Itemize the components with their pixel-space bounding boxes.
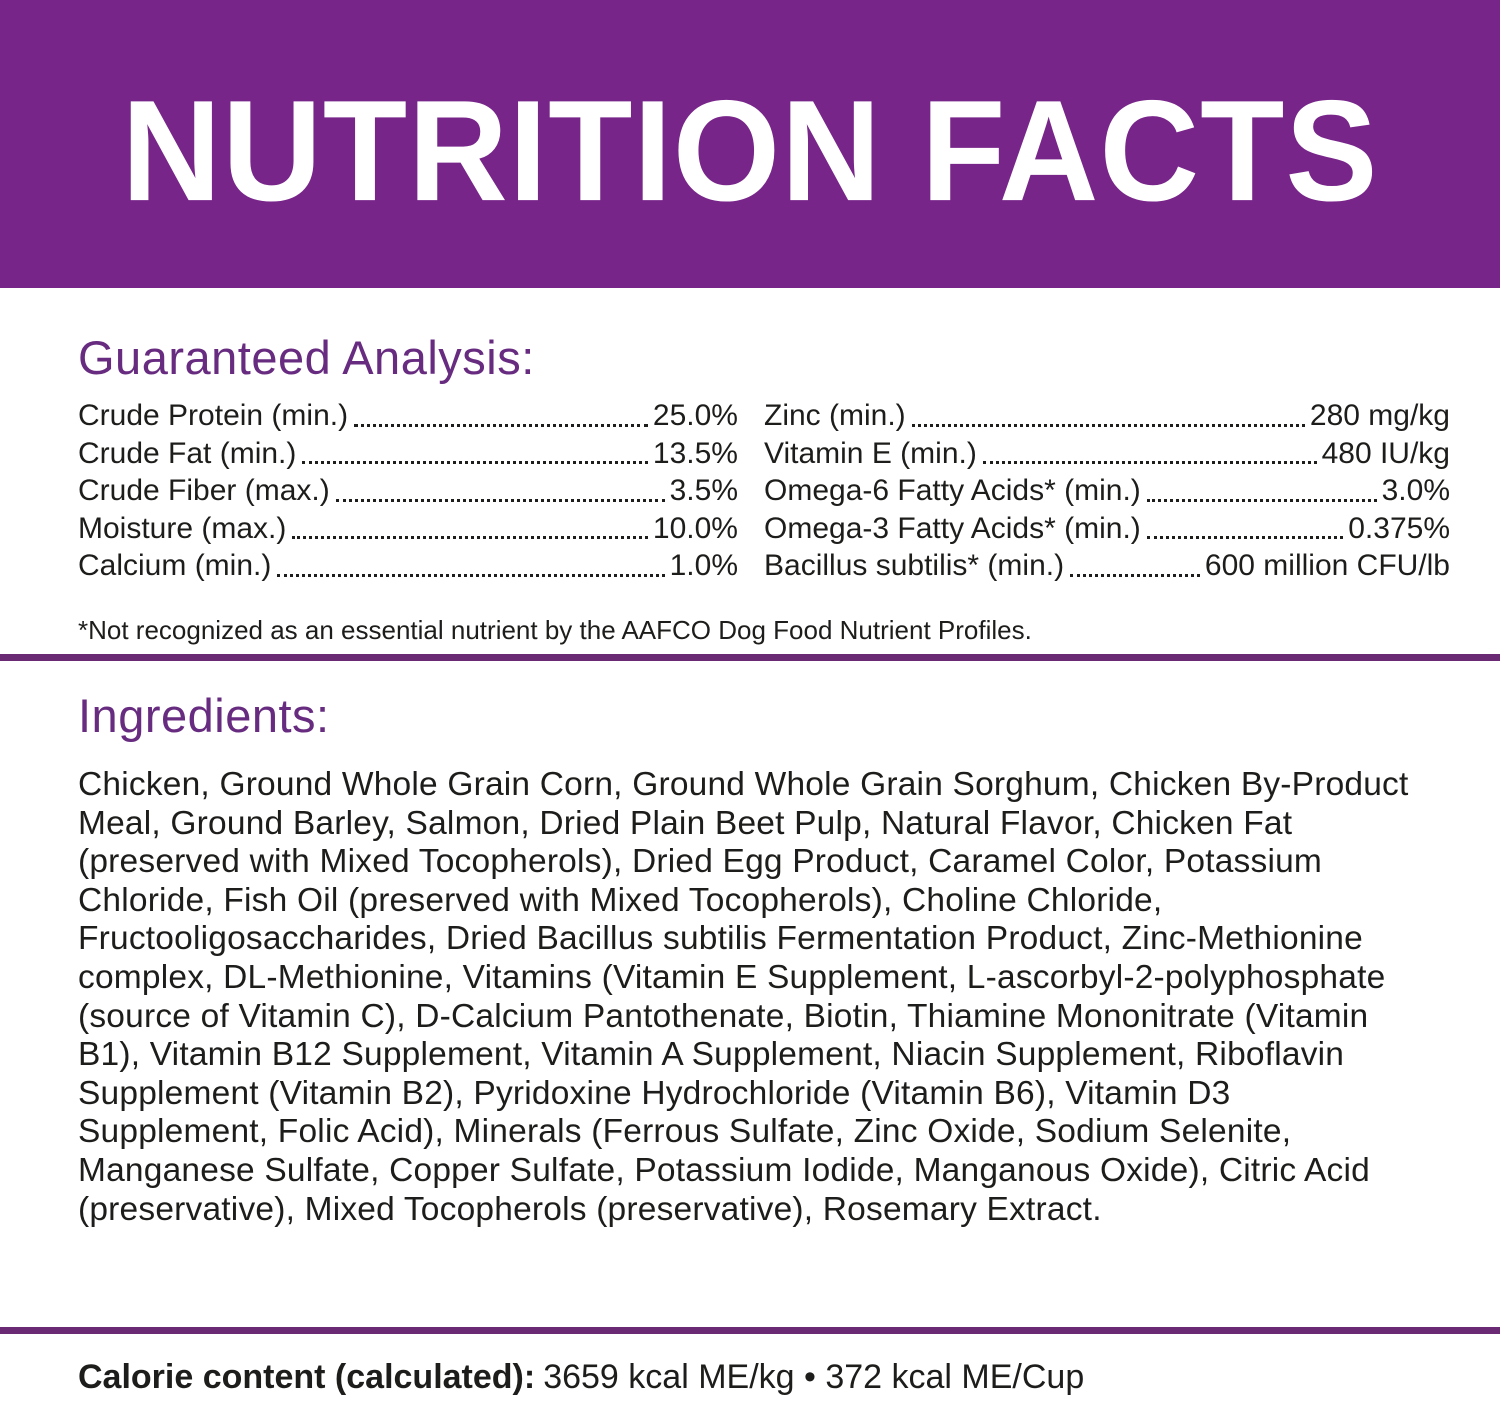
calorie-content-label: Calorie content (calculated): — [78, 1358, 536, 1396]
dotted-leader — [912, 424, 1305, 427]
nutrient-value: 280 mg/kg — [1309, 399, 1450, 432]
nutrient-label: Omega-6 Fatty Acids* (min.) — [764, 474, 1141, 508]
analysis-row — [764, 472, 1450, 510]
nutrient-label: Crude Fat (min.) — [78, 436, 297, 470]
calorie-content-line — [78, 1358, 1084, 1397]
nutrient-label: Zinc (min.) — [764, 399, 906, 432]
nutrient-label: Omega-3 Fatty Acids* (min.) — [764, 511, 1141, 545]
dotted-leader — [292, 536, 648, 539]
analysis-row — [764, 510, 1450, 548]
dotted-leader — [354, 424, 648, 427]
ingredients-text: Chicken, Ground Whole Grain Corn, Ground Whole Grain Sorghum, Chicken By-Product Meal, Ground Barley, Salmon, Dried Plain Beet Pulp, Natural Flavor, Chicken Fat (preserved with Mixed Tocopherols), Dried Egg Product, Caramel Color, Potassium Chloride, Fish Oil (preserved with Mixed Tocopherols), Choline Chloride, Fructooligosaccharides, Dried Bacillus subtilis Fermentation Product, Zinc-Methionine complex, DL-Methionine, Vitamins (Vitamin E Supplement, L-ascorbyl-2-polyphosphate (source of Vitamin C), D-Calcium Pantothenate, Biotin, Thiamine Mononitrate (Vitamin B1), Vitamin B12 Supplement, Vitamin A Supplement, Niacin Supplement, Riboflavin Supplement (Vitamin B2), Pyridoxine Hydrochloride (Vitamin B6), Vitamin D3 Supplement, Folic Acid), Minerals (Ferrous Sulfate, Zinc Oxide, Sodium Selenite, Manganese Sulfate, Copper Sulfate, Potassium Iodide, Manganous Oxide), Citric Acid (preservative), Mixed Tocopherols (preservative), Rosemary Extract. — [78, 766, 1409, 1228]
analysis-column-right — [764, 397, 1450, 585]
dotted-leader — [1147, 536, 1343, 539]
analysis-row — [78, 472, 738, 510]
nutrient-value: 1.0% — [669, 549, 738, 583]
dotted-leader — [277, 574, 664, 577]
page-title: NUTRITION FACTS — [121, 70, 1379, 231]
dotted-leader — [302, 461, 648, 464]
dotted-leader — [983, 461, 1317, 464]
nutrient-value: 3.0% — [1381, 474, 1450, 508]
analysis-row — [78, 435, 738, 473]
nutrient-label: Vitamin E (min.) — [764, 436, 977, 470]
section-divider — [0, 1327, 1500, 1334]
analysis-row — [78, 510, 738, 548]
ingredients-heading: Ingredients: — [78, 689, 330, 742]
guaranteed-analysis-section — [78, 330, 1450, 646]
analysis-row — [764, 397, 1450, 435]
nutrient-value: 25.0% — [652, 399, 738, 432]
nutrient-value: 3.5% — [669, 474, 738, 508]
dotted-leader — [336, 499, 665, 502]
nutrient-value: 480 IU/kg — [1321, 436, 1450, 470]
analysis-row — [764, 547, 1450, 585]
nutrient-label: Bacillus subtilis* (min.) — [764, 549, 1065, 583]
analysis-row — [78, 547, 738, 585]
analysis-row — [78, 397, 738, 435]
nutrient-value: 10.0% — [652, 511, 738, 545]
nutrient-label: Calcium (min.) — [78, 549, 272, 583]
nutrient-label: Moisture (max.) — [78, 511, 287, 545]
nutrient-label: Crude Protein (min.) — [78, 399, 349, 432]
calorie-content-values: 3659 kcal ME/kg • 372 kcal ME/Cup — [543, 1358, 1085, 1396]
header-banner — [0, 0, 1500, 288]
analysis-column-left — [78, 397, 738, 585]
aafco-footnote: *Not recognized as an essential nutrient by the AAFCO Dog Food Nutrient Profiles. — [78, 614, 1032, 645]
dotted-leader — [1070, 574, 1200, 577]
nutrient-value: 13.5% — [652, 436, 738, 470]
section-divider — [0, 654, 1500, 661]
analysis-columns — [78, 397, 1450, 585]
analysis-row — [764, 435, 1450, 473]
nutrient-value: 0.375% — [1348, 511, 1450, 545]
nutrient-value: 600 million CFU/lb — [1204, 549, 1450, 583]
nutrient-label: Crude Fiber (max.) — [78, 474, 330, 508]
guaranteed-analysis-heading: Guaranteed Analysis: — [78, 331, 535, 384]
dotted-leader — [1147, 499, 1377, 502]
